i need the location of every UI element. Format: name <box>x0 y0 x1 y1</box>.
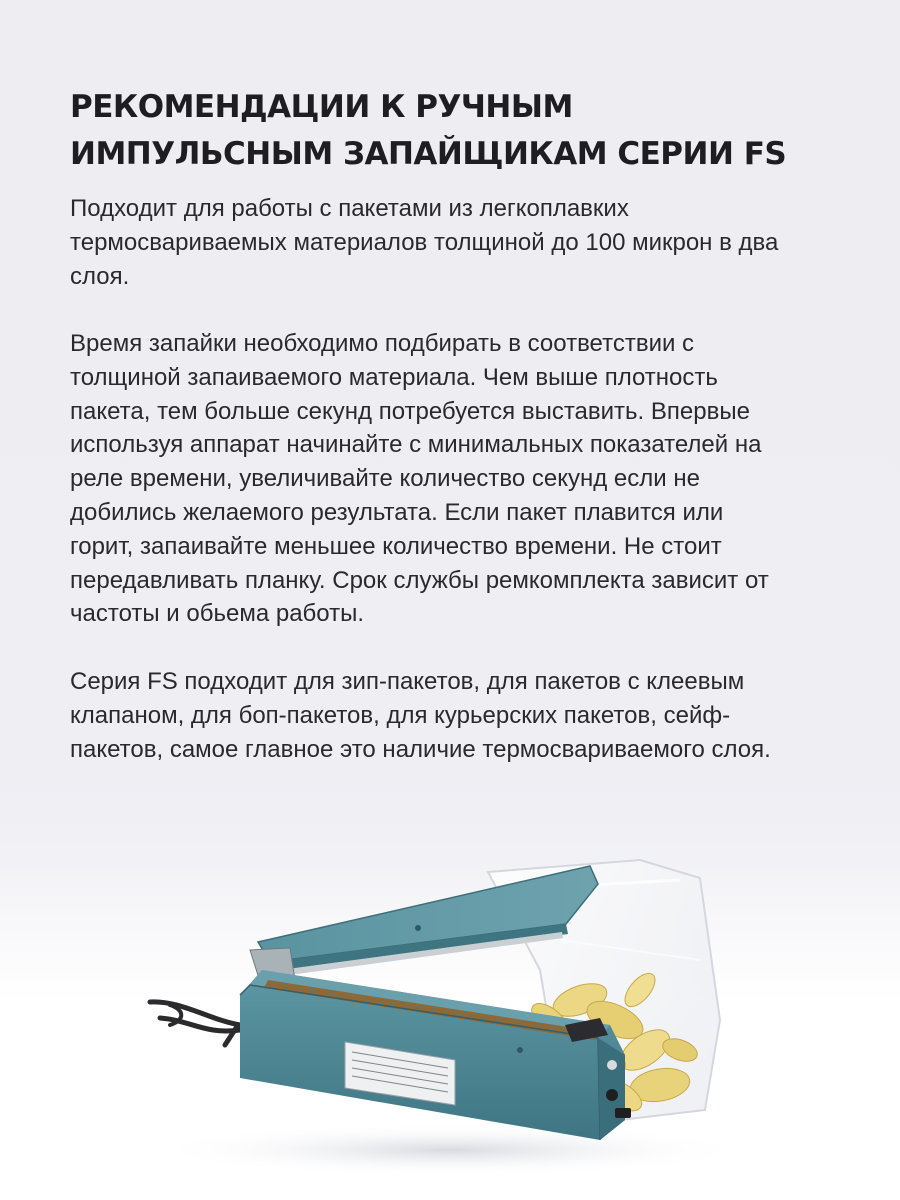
page-title <box>70 84 850 178</box>
text-line: передавливать планку. Срок службы ремкомплекта зависит от <box>70 566 769 594</box>
text-line: используя аппарат начинайте с минимальных показателей на <box>70 431 762 459</box>
text-line: Время запайки необходимо подбирать в соответствии с <box>70 330 695 357</box>
floor-shadow <box>150 1124 750 1176</box>
title-line: РЕКОМЕНДАЦИИ К РУЧНЫМ <box>70 89 573 125</box>
paragraph-bag-types <box>70 665 850 766</box>
title-line: ИМПУЛЬСНЫМ ЗАПАЙЩИКАМ СЕРИИ FS <box>70 136 787 172</box>
text-line: пакета, тем больше секунд потребуется выставить. Впервые <box>70 397 750 425</box>
text-line: толщиной запаиваемого материала. Чем выше плотность <box>70 363 718 391</box>
text-line: термосвариваемых материалов толщиной до 100 микрон в два <box>70 228 779 256</box>
text-line: Подходит для работы с пакетами из легкоплавких <box>70 195 629 222</box>
text-line: пакетов, самое главное это наличие термосвариваемого слоя. <box>70 735 771 763</box>
paragraph-sealing-time <box>70 327 850 631</box>
paragraph-materials <box>70 192 850 293</box>
text-line: слоя. <box>70 262 130 290</box>
impulse-sealer-photo <box>0 820 900 1200</box>
text-line: добились желаемого результата. Если пакет плавится или <box>70 498 724 526</box>
text-line: частоты и обьема работы. <box>70 600 365 628</box>
text-line: горит, запаивайте меньшее количество времени. Не стоит <box>70 532 722 560</box>
power-cord <box>150 1002 240 1045</box>
impulse-sealer-illustration <box>0 820 900 1200</box>
text-line: клапаном, для боп-пакетов, для курьерских пакетов, сейф- <box>70 701 731 729</box>
text-line: реле времени, увеличивайте количество секунд если не <box>70 465 700 493</box>
text-line: Серия FS подходит для зип-пакетов, для пакетов с клеевым <box>70 668 745 695</box>
